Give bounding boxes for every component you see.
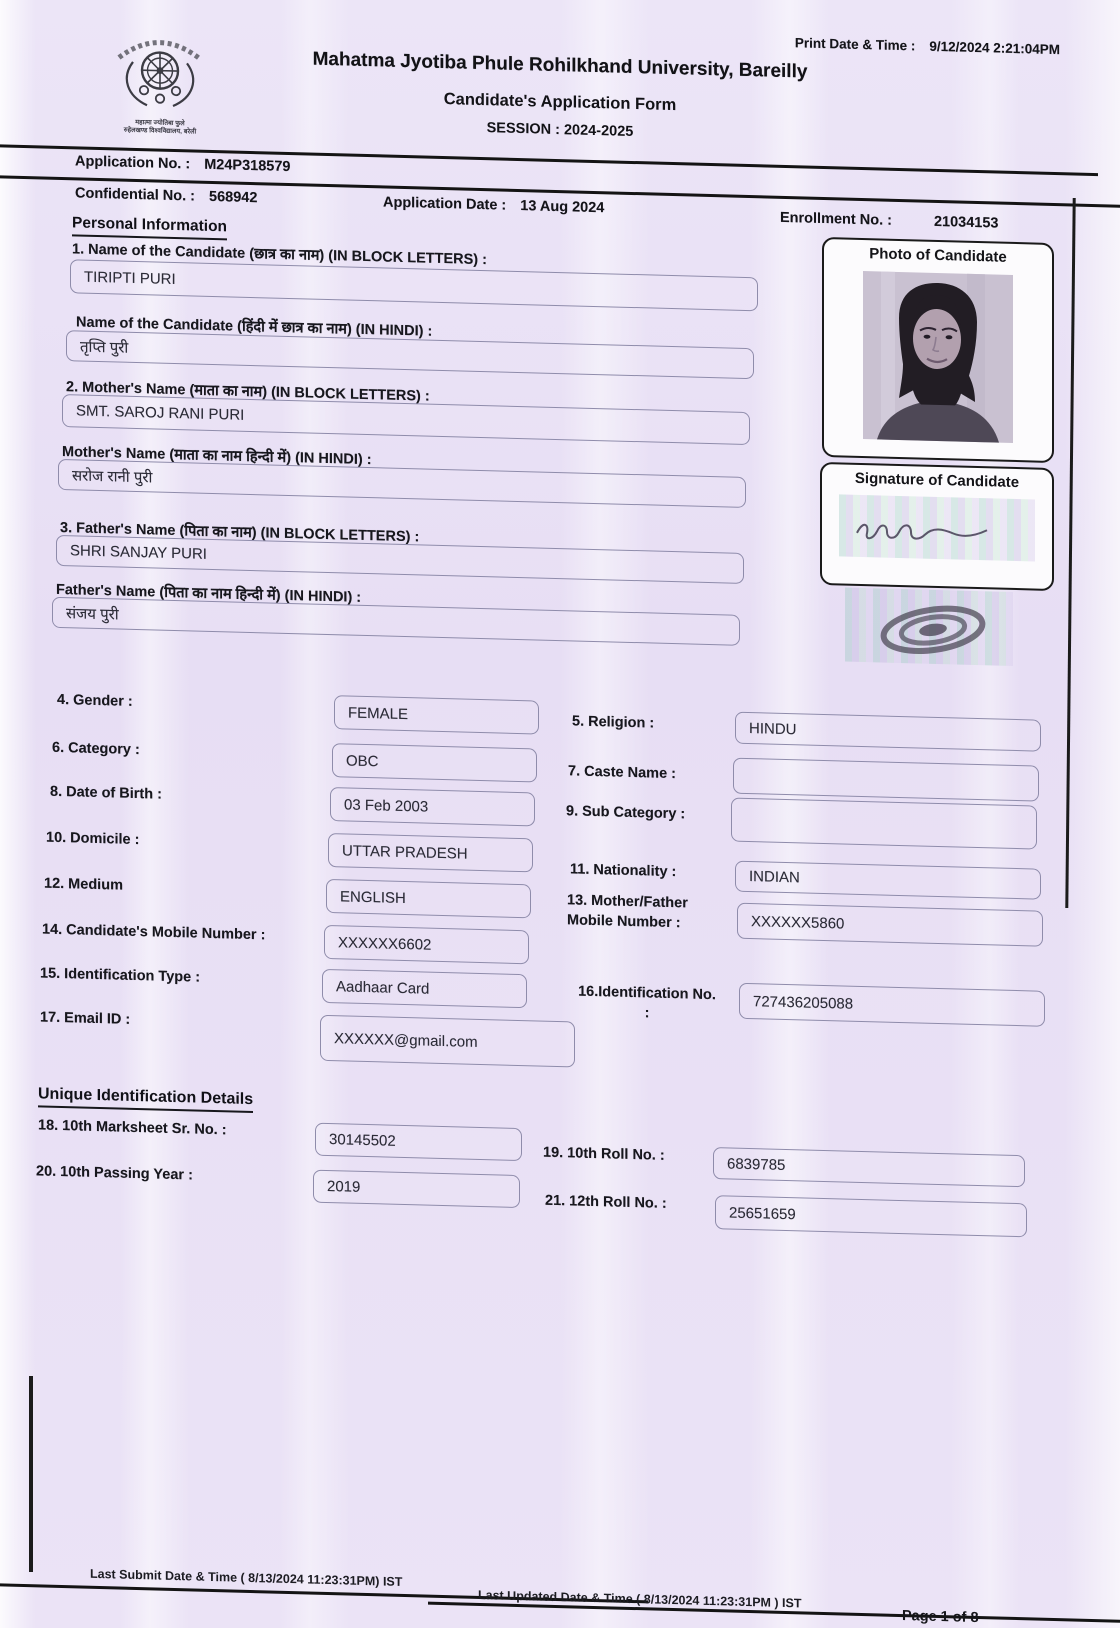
application-no-row [75,153,290,175]
tenth-passing-year-label: 20. 10th Passing Year : [36,1163,193,1184]
parent-mobile-label: 13. Mother/Father Mobile Number : [567,892,688,931]
nationality-label: 11. Nationality : [570,861,677,881]
religion-field[interactable]: HINDU [735,712,1041,752]
mother-name-input[interactable]: SMT. SAROJ RANI PURI [62,394,750,445]
photo-box [822,237,1054,463]
tenth-passing-year-field[interactable]: 2019 [313,1170,520,1208]
candidate-name-label: 1. Name of the Candidate (छात्र का नाम) (IN BLOCK LETTERS) : [72,241,487,269]
scan-edge-line-left [29,1376,33,1572]
religion-label: 5. Religion : [572,713,655,732]
enrollment-no-label: Enrollment No. : [780,209,892,229]
identification-no-label: 16.Identification No. : [578,983,716,1022]
print-date-row [620,31,1060,58]
signature-title: Signature of Candidate [854,469,1020,492]
application-no-label: Application No. : [75,153,191,173]
photo-title: Photo of Candidate [869,245,1007,266]
twelfth-roll-field[interactable]: 25651659 [715,1195,1027,1237]
category-label: 6. Category : [52,739,140,759]
domicile-field[interactable]: UTTAR PRADESH [328,833,533,872]
email-label: 17. Email ID : [40,1009,131,1028]
page-number: Page 1 of 8 [902,1608,979,1627]
logo-caption-line1: महात्मा ज्योतिबा फुले [135,118,185,128]
application-date-row [383,194,604,216]
candidate-mobile-label: 14. Candidate's Mobile Number : [42,921,266,944]
category-field[interactable]: OBC [332,743,537,782]
nationality-field[interactable]: INDIAN [735,861,1041,900]
father-name-hindi-input[interactable]: संजय पुरी [52,597,740,646]
date-of-birth-label: 8. Date of Birth : [50,783,162,803]
print-date-label: Print Date & Time : [794,35,916,54]
sub-category-label: 9. Sub Category : [566,803,686,823]
tenth-roll-field[interactable]: 6839785 [713,1147,1025,1187]
confidential-no-value: 568942 [209,188,258,207]
application-no-value: M24P318579 [204,156,291,176]
mother-name-label: 2. Mother's Name (माता का नाम) (IN BLOCK LETTERS) : [66,379,430,405]
enrollment-no-value: 21034153 [933,213,999,232]
parent-mobile-field[interactable]: XXXXXX5860 [737,903,1043,947]
unique-identification-heading: Unique Identification Details [38,1085,253,1113]
confidential-no-row [75,185,257,206]
mother-name-hindi-input[interactable]: सरोज रानी पुरी [58,459,746,508]
personal-information-heading: Personal Information [72,214,227,240]
candidate-signature [839,494,1035,561]
thumbprint-icon [845,588,1013,666]
candidate-photo [863,264,1013,450]
sub-category-field[interactable] [731,798,1037,850]
signature-box [820,462,1054,591]
marksheet-sr-field[interactable]: 30145502 [315,1123,522,1161]
father-name-input[interactable]: SHRI SANJAY PURI [56,535,744,584]
application-date-label: Application Date : [383,194,507,214]
signature-stroke-icon [839,494,1035,561]
identification-no-field[interactable]: 727436205088 [739,983,1045,1027]
medium-field[interactable]: ENGLISH [326,879,531,918]
marksheet-sr-label: 18. 10th Marksheet Sr. No. : [38,1117,227,1139]
twelfth-roll-label: 21. 12th Roll No. : [545,1192,667,1212]
candidate-name-input[interactable]: TIRIPTI PURI [70,259,758,311]
mother-name-hindi-label: Mother's Name (माता का नाम हिन्दी में) (IN HINDI) : [62,444,372,469]
caste-name-label: 7. Caste Name : [568,763,676,783]
domicile-label: 10. Domicile : [46,829,140,849]
identification-type-label: 15. Identification Type : [40,965,201,986]
tenth-roll-label: 19. 10th Roll No. : [543,1144,665,1164]
candidate-name-hindi-input[interactable]: तृप्ति पुरी [66,330,754,379]
father-name-hindi-label: Father's Name (पिता का नाम हिन्दी में) (IN HINDI) : [56,581,362,606]
form-title: Candidate's Application Form [443,90,677,115]
email-field[interactable]: XXXXXX@gmail.com [320,1015,575,1068]
university-emblem-icon [99,29,221,116]
thumb-impression [845,588,1013,666]
candidate-mobile-field[interactable]: XXXXXX6602 [324,925,529,964]
confidential-no-label: Confidential No. : [75,185,196,205]
gender-field[interactable]: FEMALE [334,695,539,734]
gender-label: 4. Gender : [57,691,133,710]
candidate-name-hindi-label: Name of the Candidate (हिंदी में छात्र का नाम) (IN HINDI) : [76,314,433,340]
print-date-value: 9/12/2024 2:21:04PM [929,38,1060,58]
last-submit-text: Last Submit Date & Time ( 8/13/2024 11:23:31PM) IST [90,1566,403,1589]
last-updated-text: Last Updated Date & Time ( 8/13/2024 11:23:31PM ) IST [478,1587,802,1611]
application-date-value: 13 Aug 2024 [520,198,605,217]
father-name-label: 3. Father's Name (पिता का नाम) (IN BLOCK LETTERS) : [60,520,420,546]
session-title: SESSION : 2024-2025 [486,120,634,141]
university-title: Mahatma Jyotiba Phule Rohilkhand University, Bareilly [312,48,808,83]
logo-caption-line2: रुहेलखण्ड विश्वविद्यालय, बरेली [123,126,197,136]
identification-type-field[interactable]: Aadhaar Card [322,969,527,1008]
enrollment-no-row [780,210,999,232]
caste-name-field[interactable] [733,758,1039,802]
medium-label: 12. Medium [44,875,123,894]
date-of-birth-field[interactable]: 03 Feb 2003 [330,787,535,826]
university-logo [84,29,236,138]
